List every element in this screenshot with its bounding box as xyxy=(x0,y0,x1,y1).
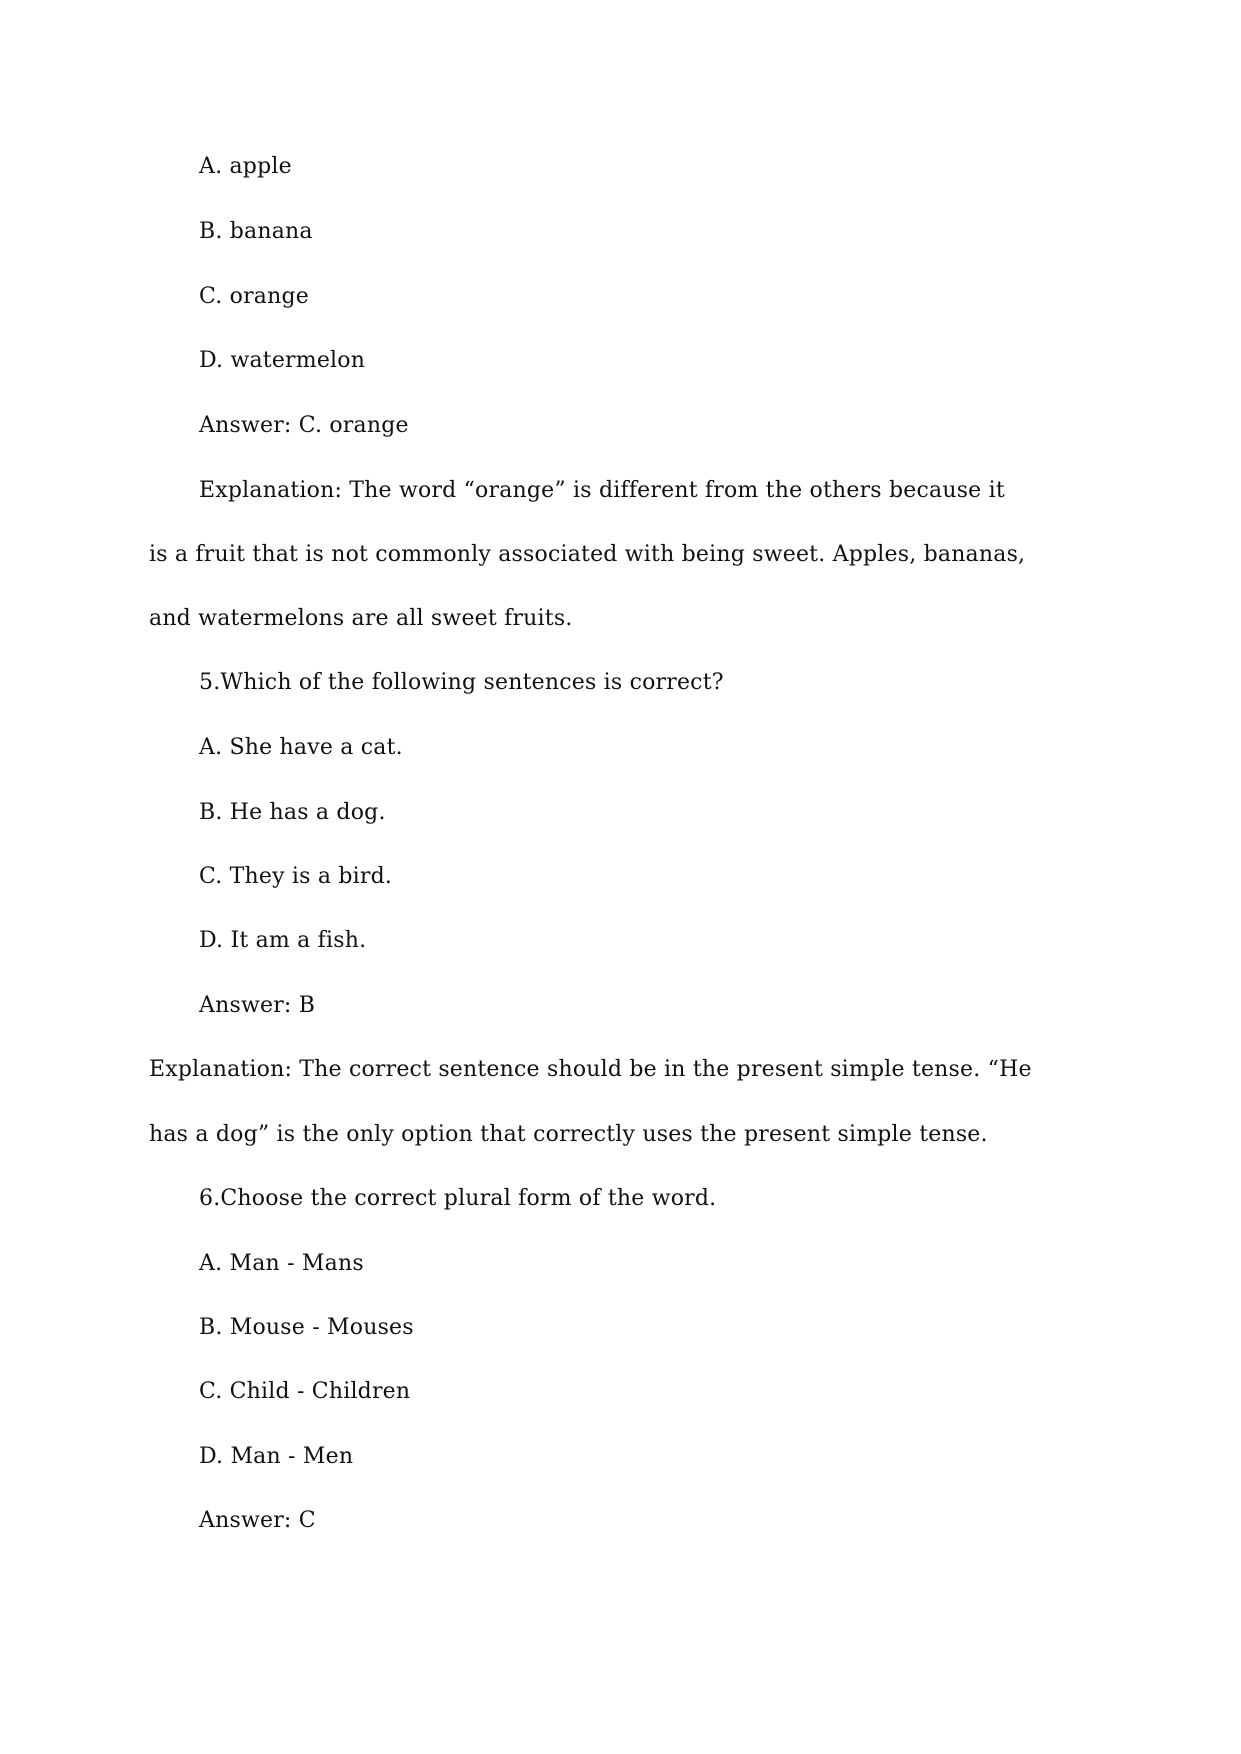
option-b: B. He has a dog. xyxy=(199,800,386,825)
option-d: D. It am a fish. xyxy=(199,928,367,953)
explanation-line-2: has a dog” is the only option that correctly uses the present simple tense. xyxy=(149,1122,988,1147)
explanation-line-1: Explanation: The word “orange” is different from the others because it xyxy=(199,478,1005,503)
explanation-line-2: is a fruit that is not commonly associated with being sweet. Apples, bananas, xyxy=(149,542,1026,567)
option-d: D. Man - Men xyxy=(199,1444,354,1469)
option-a: A. Man - Mans xyxy=(199,1251,364,1276)
option-b: B. Mouse - Mouses xyxy=(199,1315,414,1340)
option-c: C. Child - Children xyxy=(199,1379,411,1404)
answer-line: Answer: C xyxy=(199,1508,316,1533)
option-a: A. She have a cat. xyxy=(199,735,403,760)
option-d: D. watermelon xyxy=(199,348,366,373)
explanation-line-3: and watermelons are all sweet fruits. xyxy=(149,606,573,631)
option-b: B. banana xyxy=(199,219,313,244)
explanation-line-1: Explanation: The correct sentence should be in the present simple tense. “He xyxy=(149,1057,1032,1082)
question-6: 6.Choose the correct plural form of the word. xyxy=(199,1186,717,1211)
option-c: C. orange xyxy=(199,284,309,309)
question-5: 5.Which of the following sentences is correct? xyxy=(199,670,724,695)
answer-line: Answer: B xyxy=(199,993,316,1018)
option-a: A. apple xyxy=(199,154,292,179)
option-c: C. They is a bird. xyxy=(199,864,393,889)
answer-line: Answer: C. orange xyxy=(199,413,409,438)
